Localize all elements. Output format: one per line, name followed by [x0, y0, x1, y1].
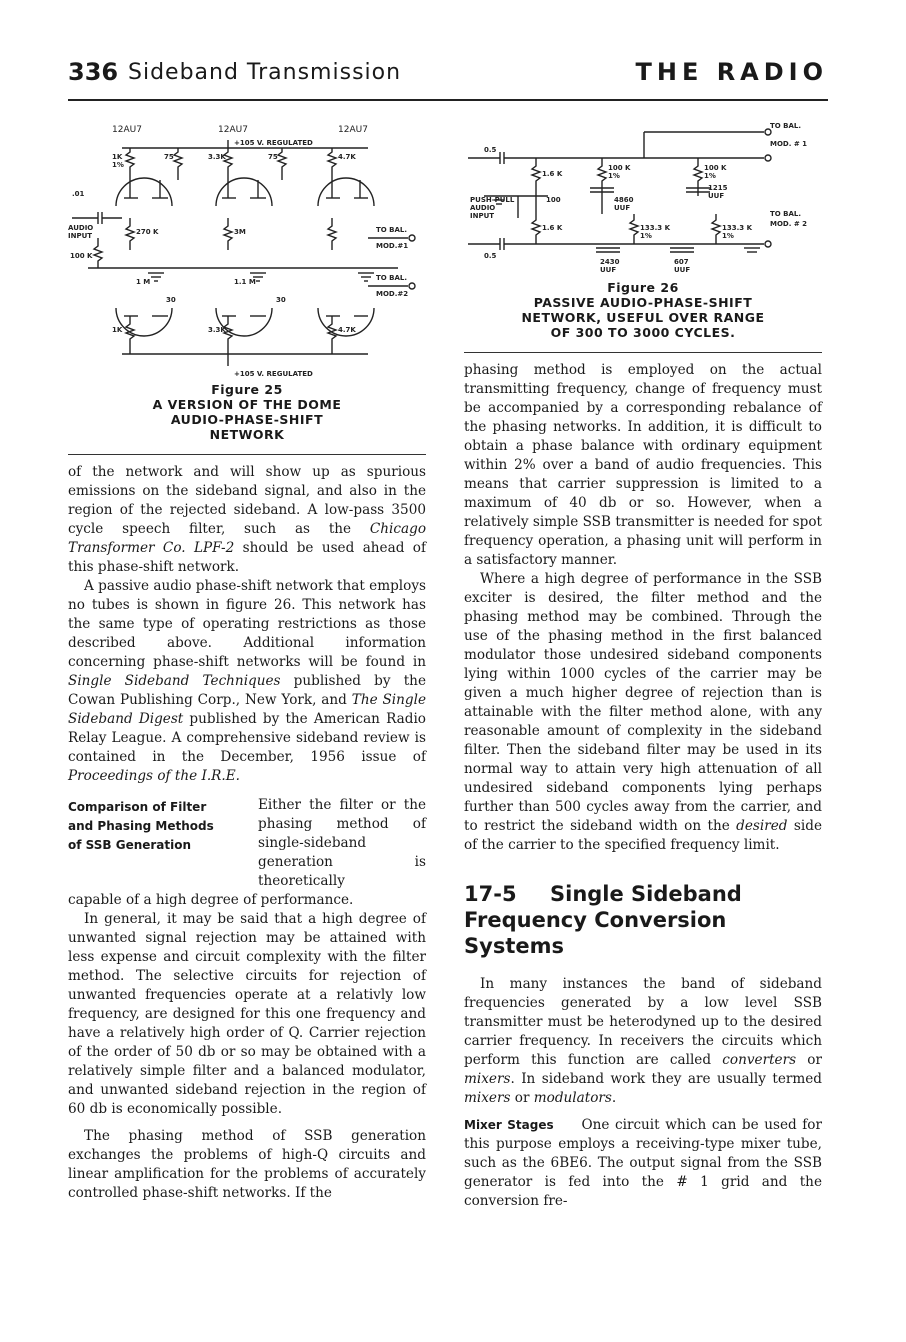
fig25-r-1m: 1 M	[136, 278, 151, 286]
fig25-input: INPUT	[68, 232, 93, 240]
paragraph: The phasing method of SSB generation exchanges the problems of high-Q circuits and linear amplification for the problems of accurately controlled phase-shift networks. If the	[68, 1128, 426, 1201]
fig26-r-133-3k-b: 133.3 K	[722, 224, 753, 232]
fig26-out1-a: TO BAL.	[770, 122, 802, 130]
fig26-r-100k-b: 100 K	[704, 164, 727, 172]
section-heading	[464, 881, 822, 959]
side-head: Comparison of Filter and Phasing Methods of SSB Generation	[68, 800, 214, 852]
paragraph: In many instances the band of sideband frequencies generated by a low level SSB transmitter must be heterodyned up to the desired carrier frequency. In receivers the circuits which perform this function are called converters or mixers. In sideband work they are usually termed mixers or modulators.	[464, 976, 822, 1106]
fig25-r-3-3k: 3.3K	[208, 153, 226, 161]
fig26-uuf-d: UUF	[674, 266, 691, 274]
fig26-c-607: 607	[674, 258, 689, 266]
fig26-pct-b: 1%	[704, 172, 716, 180]
fig26-r-133-3k-a: 133.3 K	[640, 224, 671, 232]
figure-25-title-1: A VERSION OF THE DOME	[152, 397, 342, 412]
figure-25-title-3: NETWORK	[209, 427, 285, 442]
fig26-r-1-6k-b: 1.6 K	[542, 224, 563, 232]
paragraph: Either the filter or the phasing method of single-sideband generation is theoretically	[258, 797, 426, 889]
paragraph: of the network and will show up as spurious emissions on the sideband signal, and also in the region of the rejected sideband. A low-pass 3500 cycle speech filter, such as the Chicago Transformer Co. LPF-2 should be used ahead of this phase-shift network.	[68, 464, 426, 575]
fig26-c-05-b: 0.5	[484, 252, 497, 260]
fig26-pct-d: 1%	[722, 232, 734, 240]
section-title-line-2: Frequency Conversion Systems	[464, 908, 727, 958]
fig25-r-3-3k-b: 3.3K	[208, 326, 226, 334]
fig25-out1-b: MOD.#1	[376, 242, 409, 250]
fig25-r-1k: 1K	[112, 153, 123, 161]
header-rule	[68, 99, 828, 101]
fig25-out1-a: TO BAL.	[376, 226, 408, 234]
fig26-out2-a: TO BAL.	[770, 210, 802, 218]
fig26-r-100k-a: 100 K	[608, 164, 631, 172]
fig25-supply-bottom: +105 V. REGULATED	[234, 370, 313, 378]
caption-rule	[464, 352, 822, 353]
fig26-out1-b: MOD. # 1	[770, 140, 807, 148]
paragraph: Mixer Stages One circuit which can be used for this purpose employs a receiving-type mixer tube, such as the 6BE6. The output signal from the SSB generator is fed into the # 1 grid and the conversion fre-	[464, 1117, 822, 1209]
caption-rule	[68, 454, 426, 455]
fig26-uuf-b: UUF	[708, 192, 725, 200]
fig25-r-4-7k: 4.7K	[338, 153, 356, 161]
chapter-title: Sideband Transmission	[128, 60, 402, 85]
fig25-tube-2: 12AU7	[218, 125, 248, 135]
figure-25-schematic	[68, 118, 426, 380]
fig26-uuf-a: UUF	[614, 204, 631, 212]
fig26-uuf-c: UUF	[600, 266, 617, 274]
section-number: 17-5	[464, 882, 517, 906]
fig25-r-75-b: 75	[268, 153, 278, 161]
fig26-c-2430: 2430	[600, 258, 620, 266]
fig25-tube-3: 12AU7	[338, 125, 368, 135]
fig25-c-30-b: 30	[276, 296, 286, 304]
fig25-r-4-7k-b: 4.7K	[338, 326, 356, 334]
fig26-c-1215: 1215	[708, 184, 728, 192]
paragraph: Where a high degree of performance in the SSB exciter is desired, the filter method and the phasing method may be combined. Through the use of the phasing method in the first balanced modulator those undesired sideband components lying within 1000 cycles of the carrier may be given a much higher degree of rejection than is attainable with the filter method alone, with any reasonable amount of complexity in the sideband filter. Then the sideband filter may be used in its normal way to attain very high attenuation of all undesired sideband components lying perhaps further than 500 cycles away from the carrier, and to restrict the sideband width on the desired side of the carrier to the specified frequency limit.	[464, 571, 822, 853]
figure-26-title-3: OF 300 TO 3000 CYCLES.	[550, 325, 736, 340]
section-title-line-1: Single Sideband	[550, 882, 742, 906]
fig25-c-30-a: 30	[166, 296, 176, 304]
page-number: 336	[68, 58, 119, 86]
running-head: THE RADIO	[635, 58, 828, 86]
paragraph: A passive audio phase-shift network that employs no tubes is shown in figure 26. This network has the same type of operating restrictions as those described above. Additional information concerning phase-shift networks will be found in Single Sideband Techniques published by the Cowan Publishing Corp., New York, and The Single Sideband Digest published by the American Radio Relay League. A comprehensive sideband review is contained in the December, 1956 issue of Proceedings of the I.R.E.	[68, 578, 426, 784]
figure-25-title-2: AUDIO-PHASE-SHIFT	[170, 412, 324, 427]
fig25-audio: AUDIO	[68, 224, 94, 232]
fig26-pct-c: 1%	[640, 232, 652, 240]
figure-25-number: Figure 25	[211, 382, 283, 397]
right-column	[464, 118, 822, 1211]
fig25-supply-top: +105 V. REGULATED	[234, 139, 313, 147]
fig25-r-1k-b: 1K	[112, 326, 123, 334]
fig25-tube-1: 12AU7	[112, 125, 142, 135]
mixer-stages-head: Mixer Stages	[464, 1118, 554, 1132]
paragraph: phasing method is employed on the actual transmitting frequency, change of frequency must be accompanied by a corresponding rebalance of the phasing networks. In addition, it is difficult to obtain a phase balance with ordinary equipment within 2% over a band of audio frequencies. This means that carrier suppression is limited to a maximum of 40 db or so. However, when a relatively simple SSB transmitter is needed for spot frequency operation, a phasing unit will perform in a satisfactory manner.	[464, 362, 822, 568]
side-head-block	[68, 796, 426, 891]
figure-26-caption	[464, 280, 822, 340]
fig26-pct-a: 1%	[608, 172, 620, 180]
paragraph: In general, it may be said that a high degree of unwanted signal rejection may be attained with less expense and circuit complexity with the filter method. The selective circuits for rejection of unwanted frequencies operate at a relativly low frequency, are designed for this one frequency and have a relatively high order of Q. Carrier rejection of the order of 50 db or so may be obtained with a relatively simple filter and a balanced modulator, and unwanted sideband rejection in the region of 60 db is economically possible.	[68, 911, 426, 1117]
fig26-push-pull: PUSH-PULL	[470, 196, 515, 204]
fig26-input: INPUT	[470, 212, 495, 220]
fig25-out2-b: MOD.#2	[376, 290, 409, 298]
figure-25-caption	[68, 382, 426, 442]
fig25-r-270k: 270 K	[136, 228, 159, 236]
left-column	[68, 118, 426, 1203]
fig25-r-1-1m: 1.1 M	[234, 278, 256, 286]
figure-26-title-2: NETWORK, USEFUL OVER RANGE	[521, 310, 765, 325]
fig26-r-1-6k-a: 1.6 K	[542, 170, 563, 178]
fig25-r-1pct: 1%	[112, 161, 124, 169]
fig25-r-100k: 100 K	[70, 252, 93, 260]
fig26-audio: AUDIO	[470, 204, 496, 212]
figure-26-schematic	[464, 118, 822, 278]
fig26-c-05-a: 0.5	[484, 146, 497, 154]
paragraph: capable of a high degree of performance.	[68, 892, 354, 908]
fig25-out2-a: TO BAL.	[376, 274, 408, 282]
figure-26-title-1: PASSIVE AUDIO-PHASE-SHIFT	[533, 295, 753, 310]
fig25-r-75-a: 75	[164, 153, 174, 161]
fig26-out2-b: MOD. # 2	[770, 220, 807, 228]
figure-26-number: Figure 26	[607, 280, 679, 295]
fig25-cap: .01	[72, 190, 85, 198]
fig26-r-100: 100	[546, 196, 561, 204]
fig25-r-3m: 3M	[234, 228, 246, 236]
fig26-c-4860: 4860	[614, 196, 634, 204]
page-header	[68, 58, 828, 98]
